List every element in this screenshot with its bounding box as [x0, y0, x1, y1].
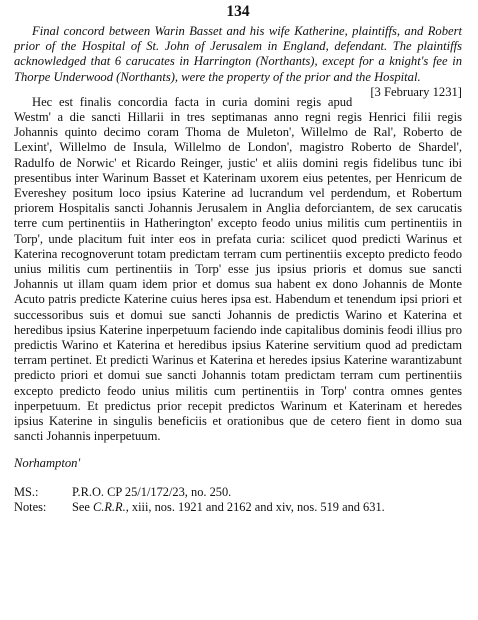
ms-value: P.R.O. CP 25/1/172/23, no. 250. — [72, 485, 232, 500]
notes-row — [14, 500, 462, 515]
latin-text: Hec est finalis concordia facta in curia domini regis apud Westm' a die sancti Hillarii in tres septimanas anno regni regis Henrici filii regis Johannis quinto decimo coram Thoma de Muleton', Willelmo de Ral', Roberto de Lexint', Willelmo de Insula, Willelmo de London', magistro Roberto de Shardel', Radulfo de Norwic' et Ricardo Reinger, justic' et aliis domini regis fidelibus tunc ibi presentibus inter Warinum Basset et Katerinam uxorem eius petentes, per Henricum de Evereshey positum loco ipsius Katerine ad lucrandum vel perdendum, et Robertum priorem Hospitalis sancti Johannis Jerusalem in Anglia deforciantem, de sex carucatis terre cum pertinentiis in Hatherington' excepto feodo unius militis cum pertinentiis in Torp', unde placitum fuit inter eos in prefata curia: scilicet quod predicti Warinus et Katerina recognoverunt totam predictam terram cum pertinentiis excepto predicto feodo unius militis cum pertinentiis in Torp' esse jus ipsius prioris et domus sue sancti Johannis ut illam quam idem prior et domus sua habent ex dono Johannis de Monte Acuto patris predicte Katerine cuius heres ipsa est. Habendum et tenendum ipsi priori et successoribus suis et domui sue sancti Johannis de predictis Warino et Katerina et heredibus ipsius Katerine inperpetuum faciendo inde capitalibus dominis feodi illius pro predictis Warino et Katerina et heredibus ipsius Katerine servitium quod ad predictam terram pertinet. Et predicti Warinus et Katerina et heredes ipsius Katerine warantizabunt predicto priori et domui sue sancti Johannis totam predictam terram cum pertinentiis excepto predicto feodo unius militis cum pertinentiis in Torp' contra omnes gentes inperpetuum. Et predictus prior recepit predictos Warinum et Katerinam et heredes ipsius Katerine in singulis beneficiis et orationibus que de cetero fient in domo sua sancti Johannis inperpetuum. — [14, 94, 462, 444]
notes-post: , xiii, nos. 1921 and 2162 and xiv, nos. 519 and 631. — [125, 500, 385, 515]
page-number: 134 — [226, 3, 250, 20]
summary-date: [3 February 1231] — [370, 84, 462, 99]
notes-pre: See — [72, 500, 93, 515]
notes-value — [72, 500, 462, 515]
summary-paragraph — [14, 24, 462, 99]
notes-ref: C.R.R. — [93, 500, 126, 515]
apparatus — [14, 485, 462, 515]
ms-label: MS.: — [14, 485, 39, 500]
ms-row — [14, 485, 462, 500]
summary-text: Final concord between Warin Basset and his wife Katherine, plaintiffs, and Robert prior of the Hospital of St. John of Jerusalem in England, defendant. The plaintiffs acknowledged that 6 carucates in Harrington (Northants), except for a knight's fee in Thorpe Underwood (Northants), were the property of the prior and the Hospital. — [14, 24, 462, 84]
place-name: Norhampton' — [14, 456, 81, 471]
notes-label: Notes: — [14, 500, 47, 515]
